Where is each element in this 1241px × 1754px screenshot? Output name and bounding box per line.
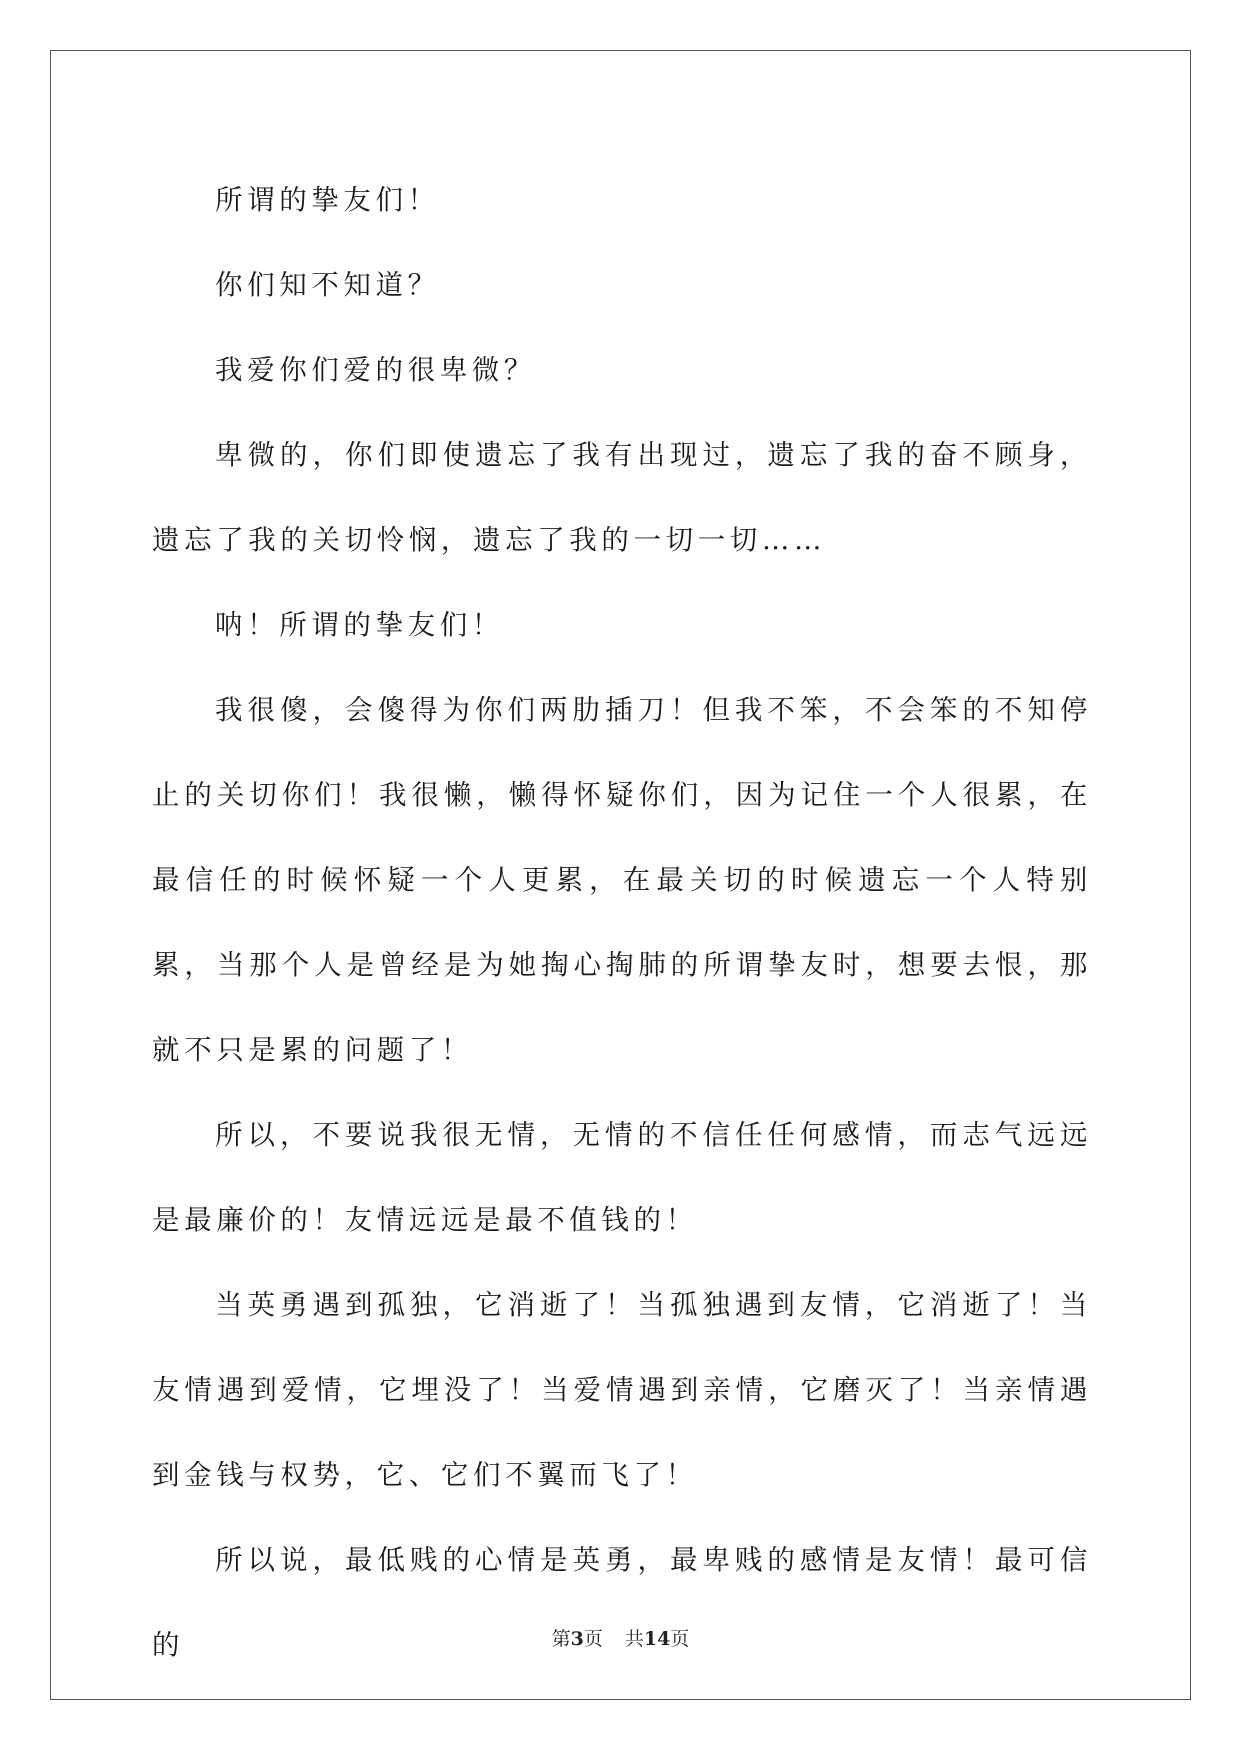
paragraph: 所以说，最低贱的心情是英勇，最卑贱的感情是友情！最可信的 [152, 1544, 1092, 1661]
paragraph: 我爱你们爱的很卑微？ [215, 354, 536, 386]
page-total: 14 [643, 1628, 671, 1650]
paragraph: 所谓的挚友们！ [215, 184, 440, 216]
total-prefix: 共 [624, 1628, 644, 1650]
total-unit: 页 [670, 1628, 690, 1650]
paragraph: 当英勇遇到孤独，它消逝了！当孤独遇到友情，它消逝了！当友情遇到爱情，它埋没了！当爱情遇到亲情，它磨灭了！当亲情遇到金钱与权势，它、它们不翼而飞了！ [152, 1289, 1092, 1491]
page-footer [0, 1624, 1241, 1651]
page-unit: 页 [583, 1628, 603, 1650]
paragraph: 所以，不要说我很无情，无情的不信任任何感情，而志气远远是最廉价的！友情远远是最不值钱的！ [152, 1119, 1092, 1236]
document-body [152, 158, 1092, 1688]
paragraph: 呐！所谓的挚友们！ [215, 609, 504, 641]
page-current: 3 [570, 1628, 584, 1650]
paragraph: 卑微的，你们即使遗忘了我有出现过，遗忘了我的奋不顾身，遗忘了我的关切怜悯，遗忘了我的一切一切…… [152, 439, 1092, 556]
paragraph: 我很傻，会傻得为你们两肋插刀！但我不笨，不会笨的不知停止的关切你们！我很懒，懒得怀疑你们，因为记住一个人很累，在最信任的时候怀疑一个人更累，在最关切的时候遗忘一个人特别累，当那个人是曾经是为她掏心掏肺的所谓挚友时，想要去恨，那就不只是累的问题了！ [152, 694, 1092, 1066]
paragraph: 你们知不知道？ [215, 269, 440, 301]
page-prefix: 第 [551, 1628, 571, 1650]
